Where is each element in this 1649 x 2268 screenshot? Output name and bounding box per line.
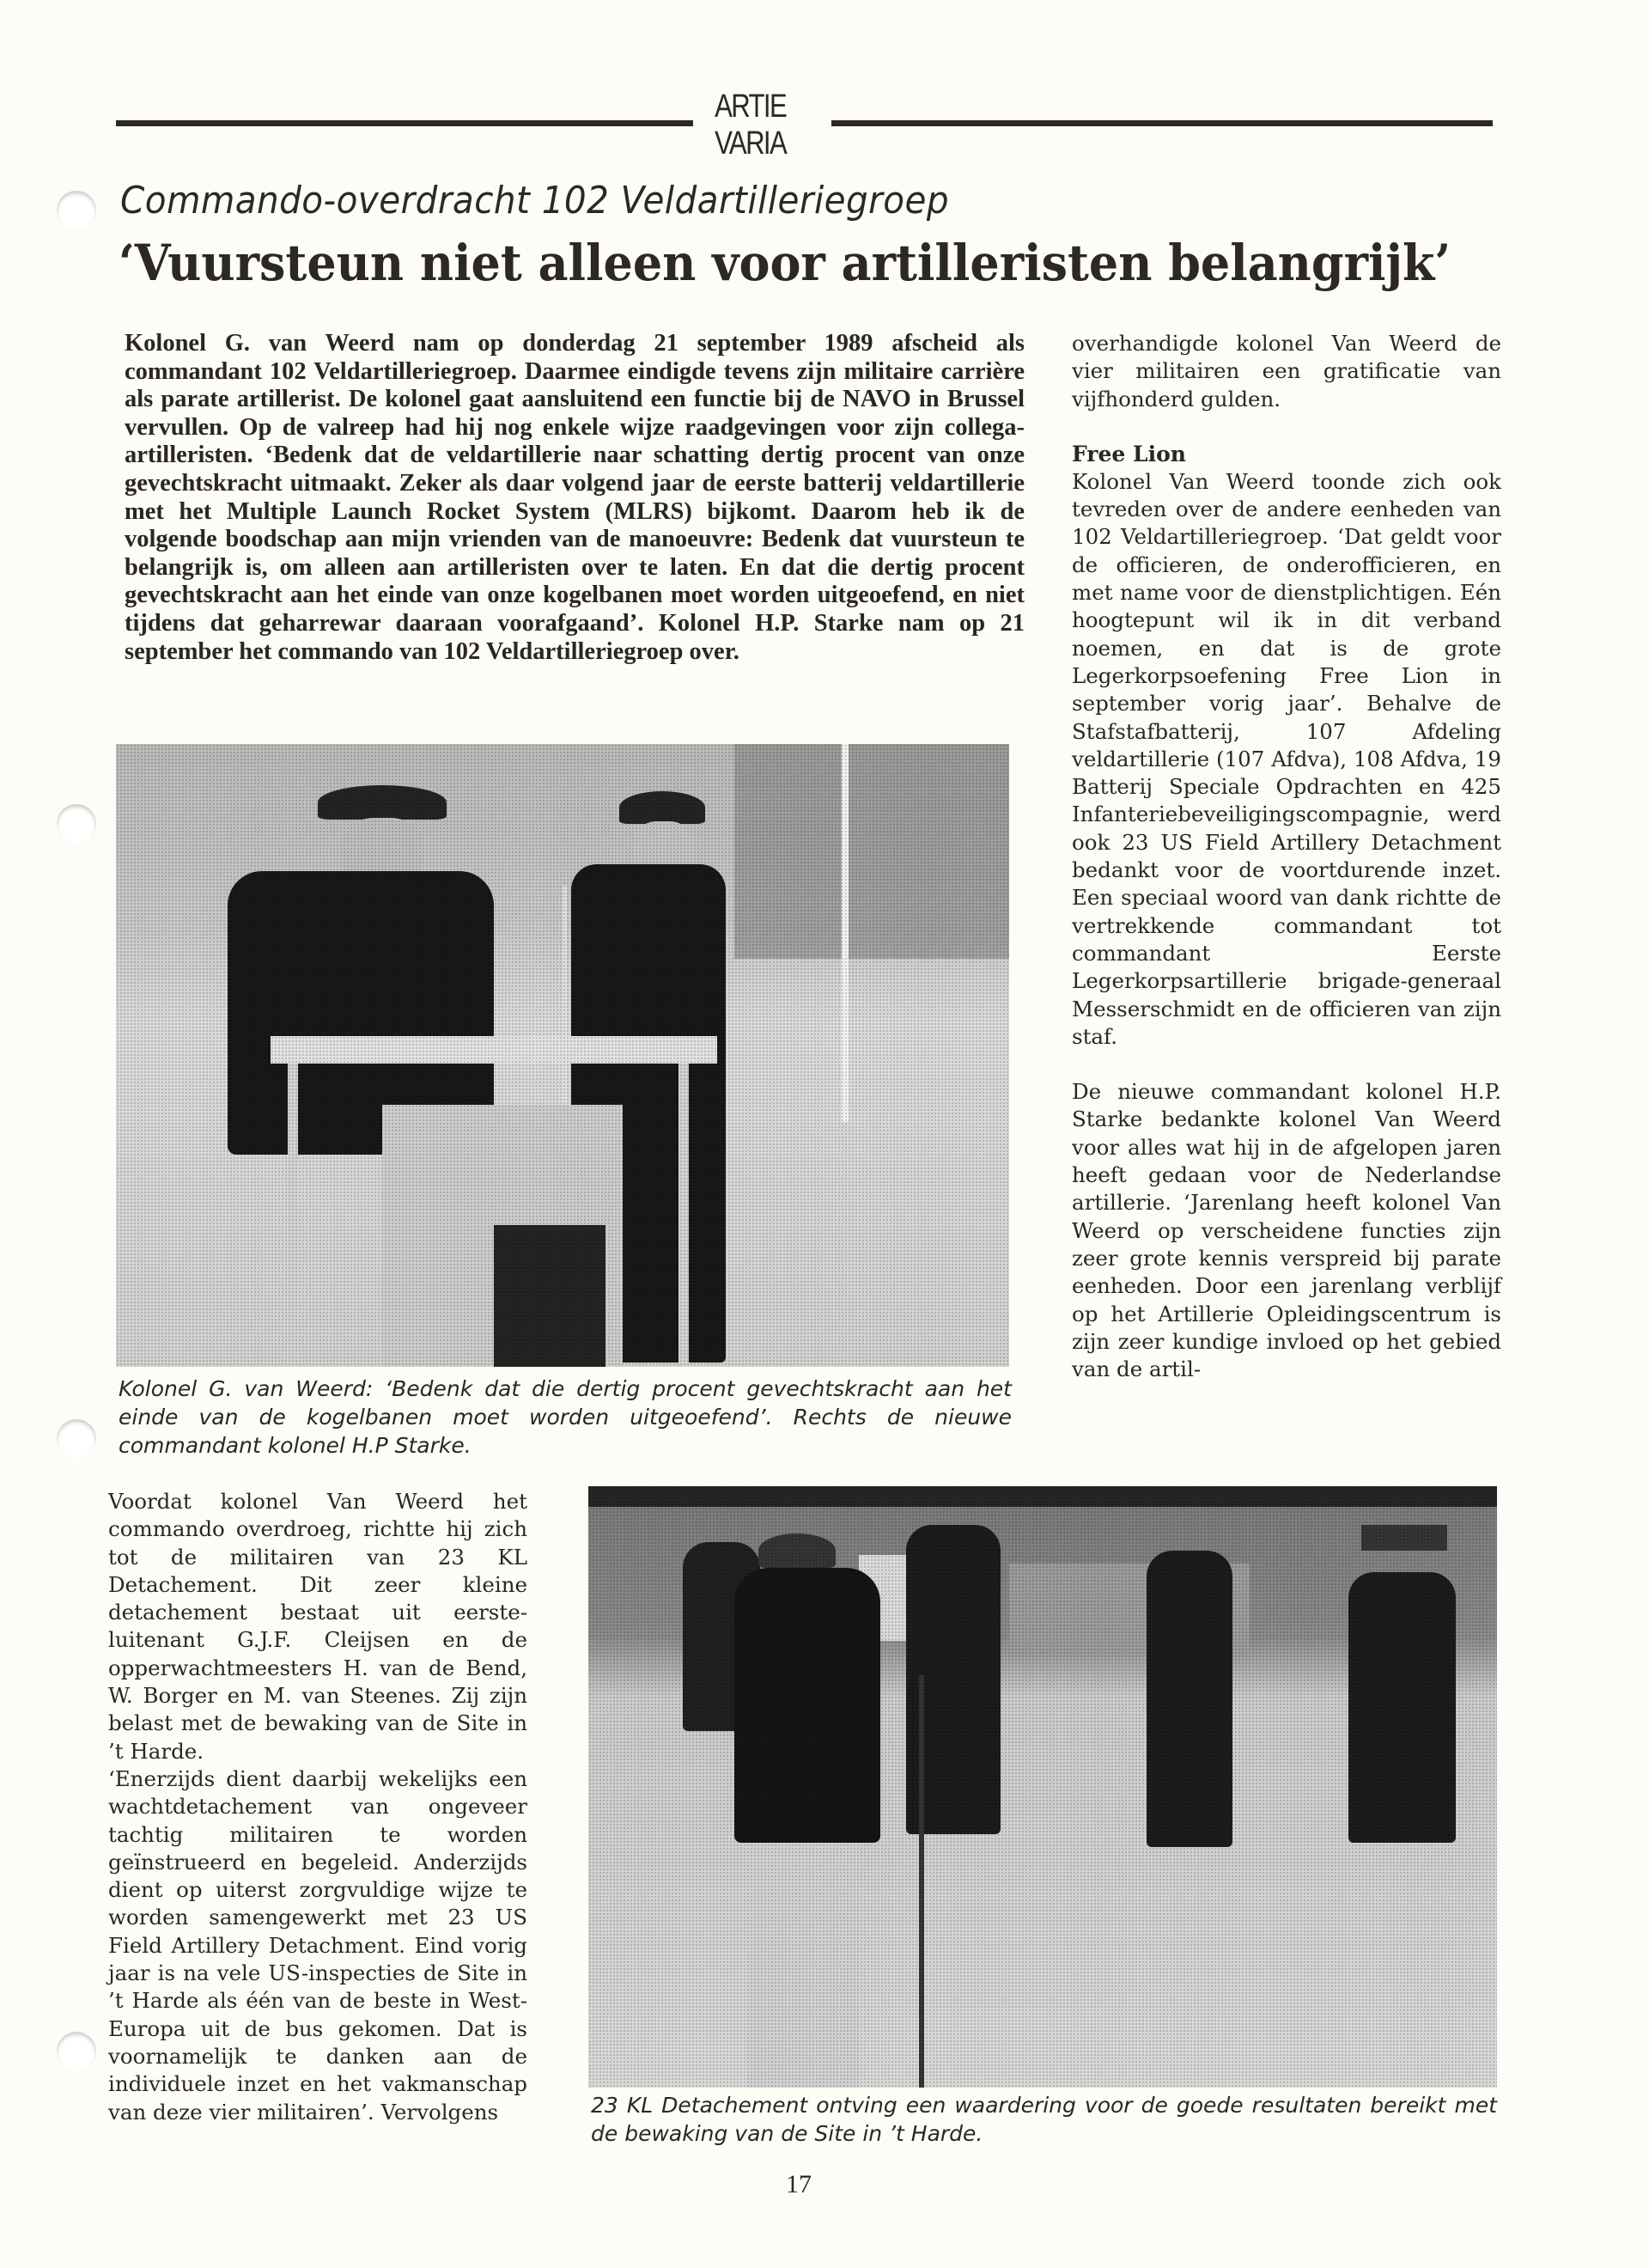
soldier	[1147, 1551, 1232, 1847]
subheading: Free Lion	[1072, 441, 1186, 466]
peaked-cap	[619, 791, 705, 824]
peaked-cap	[318, 785, 447, 820]
photo-caption: 23 KL Detachement ontving een waardering voor de goede resultaten bereikt met de bewaking van de Site in ’t Harde.	[591, 2093, 1497, 2146]
artillery-emblem-panel	[494, 1225, 605, 1367]
officer-back	[734, 1568, 880, 1843]
lectern-leg	[288, 1064, 298, 1364]
article-kicker: Commando-overdracht 102 Veldartilleriegroep	[120, 179, 950, 223]
page-number: 17	[786, 2170, 812, 2198]
section-rule-left	[116, 120, 693, 126]
right-column-intro: overhandigde kolonel Van Weerd de vier militairen een gratificatie van vijfhonderd gulden.	[1072, 331, 1501, 412]
peaked-cap	[758, 1533, 836, 1568]
article-headline: ‘Vuursteun niet alleen voor artilleristen belangrijk’	[119, 234, 1451, 292]
photo-caption: Kolonel G. van Weerd: ‘Bedenk dat die dertig procent gevechtskracht aan het einde van de kogelbanen moet worden uitgeoefend’. Rechts de nieuwe commandant kolonel H.P Starke.	[119, 1376, 1012, 1458]
binder-hole	[57, 2032, 96, 2071]
article-lead: Kolonel G. van Weerd nam op donderdag 21 september 1989 afscheid als commandant 102 Veldartilleriegroep. Daarmee eindigde tevens zijn militaire carrière als parate artillerist. De kolonel gaat aansluitend een functie bij de NAVO in Brussel vervullen. Op de valreep had hij nog enkele wijze raadgevingen voor zijn collega-artilleristen. ‘Bedenk dat de veldartillerie naar schatting dertig procent van onze gevechtskracht uitmaakt. Zeker als daar volgend jaar de eerste batterij veldartillerie met het Multiple Launch Rocket System (MLRS) bijkomt. Daarom heb ik de volgende boodschap aan mijn vrienden van de manoeuvre: Bedenk dat vuursteun te belangrijk is, om alleen aan artilleristen over te laten. En dat die dertig procent gevechtskracht aan het einde van onze kogelbanen moet worden uitgeoefend, en niet tijdens dat geharrewar daaraan voorafgaand’. Kolonel H.P. Starke nam op 21 september het commando van 102 Veldartilleriegroep over.	[125, 330, 1025, 665]
right-column	[1072, 330, 1501, 1383]
window	[1361, 1525, 1447, 1551]
soldier	[1348, 1572, 1456, 1843]
building-roofline	[588, 1486, 1497, 1507]
trees-background	[734, 744, 1009, 959]
photo-detachment-ceremony	[588, 1486, 1497, 2088]
section-rule-right	[831, 120, 1493, 126]
binder-hole	[57, 1419, 96, 1459]
binder-hole	[57, 804, 96, 844]
right-column-paragraph: De nieuwe commandant kolonel H.P. Starke bedankte kolonel Van Weerd voor alles wat hij in de afgelopen jaren heeft gedaan voor de Nederlandse artillerie. ‘Jarenlang heeft kolonel Van Weerd op verscheidene functies zijn zeer grote kennis verspreid bij parate eenheden. Door een jarenlang verblijf op het Artillerie Opleidingscentrum is zijn zeer kundige invloed op het gebied van de artil-	[1072, 1079, 1501, 1382]
flagpole	[842, 744, 849, 1122]
left-column	[108, 1488, 527, 2126]
section-label: ARTIE VARIA	[715, 88, 787, 162]
photo-lectern-officers	[116, 744, 1009, 1367]
binder-hole	[57, 191, 96, 230]
lectern-stand	[919, 1675, 924, 2088]
left-column-paragraph: ‘Enerzijds dient daarbij wekelijks een wachtdetachement van ongeveer tachtig militairen te worden geïnstrueerd en begeleid. Anderzijds dient op uiterst zorgvuldige wijze te worden samengewerkt met 23 US Field Artillery Detachment. Eind vorig jaar is na vele US-inspecties de Site in ’t Harde als één van de beste in West-Europa uit de bus gekomen. Dat is voornamelijk te danken aan de individuele inzet en het vakmanschap van deze vier militairen’. Vervolgens	[108, 1765, 527, 2125]
officer-trousers	[747, 1843, 859, 2088]
left-column-paragraph: Voordat kolonel Van Weerd het commando overdroeg, richtte hij zich tot de militairen van 23 KL Detachement. Dit zeer kleine detachement bestaat uit eerste-luitenant G.J.F. Cleijsen en de opperwachtmeesters H. van de Bend, W. Borger en M. van Steenes. Zij zijn belast met de bewaking van de Site in ’t Harde.	[108, 1489, 527, 1764]
right-column-paragraph: Kolonel Van Weerd toonde zich ook tevreden over de andere eenheden van 102 Veldartilleriegroep. ‘Dat geldt voor de officieren, de onderofficieren, en met name voor de dienstplichtigen. Eén hoogtepunt wil ik in dit verband noemen, en dat is de grote Legerkorpsoefening Free Lion in september vorig jaar’. Behalve de Stafstafbatterij, 107 Afdeling veldartillerie (107 Afdva), 108 Afdva, 19 Batterij Speciale Opdrachten en 425 Infanteriebeveiligingscompagnie, werd ook 23 US Field Artillery Detachment bedankt voor de voortdurende inzet. Een speciaal woord van dank richtte de vertrekkende commandant tot commandant Eerste Legerkorpsartillerie brigade-generaal Messerschmidt en de officieren van zijn staf.	[1072, 468, 1501, 1049]
lectern-leg	[678, 1064, 689, 1364]
lectern-top	[271, 1036, 717, 1064]
